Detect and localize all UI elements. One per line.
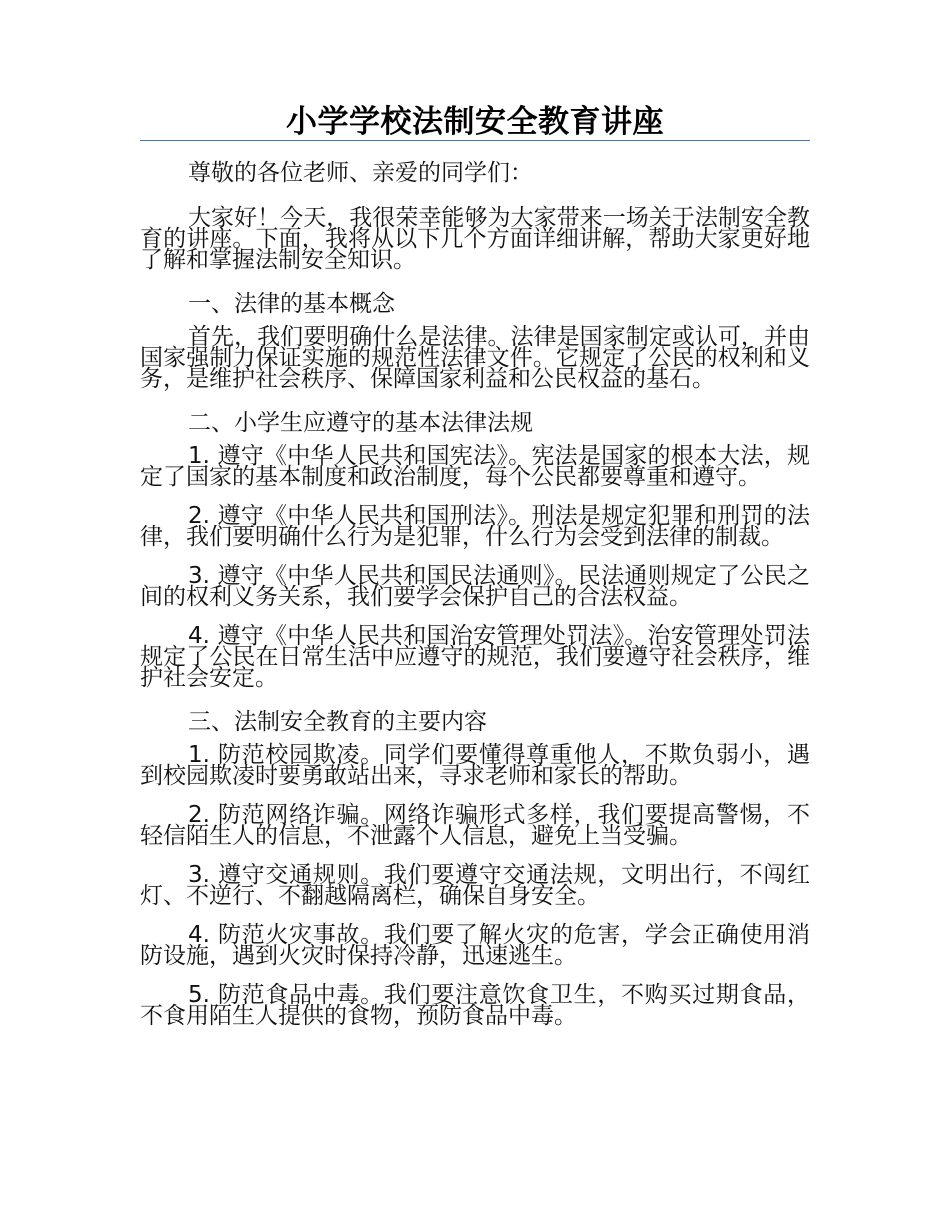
- intro-paragraph: 大家好！今天，我很荣幸能够为大家带来一场关于法制安全教育的讲座。下面，我将从以下几个方面详细讲解，帮助大家更好地了解和掌握法制安全知识。: [140, 205, 810, 273]
- section-heading-2: 二、小学生应遵守的基本法律法规: [188, 410, 533, 436]
- salutation: 尊敬的各位老师、亲爱的同学们：: [188, 160, 533, 186]
- section3-item: 5. 防范食品中毒。我们要注意饮食卫生，不购买过期食品，不食用陌生人提供的食物，预防食品中毒。: [140, 982, 810, 1029]
- document-body: [140, 156, 810, 1027]
- section3-item: 1. 防范校园欺凌。同学们要懂得尊重他人，不欺负弱小，遇到校园欺凌时要勇敢站出来，寻求老师和家长的帮助。: [140, 742, 810, 789]
- section-heading-1: 一、法律的基本概念: [188, 291, 395, 317]
- section3-item: 2. 防范网络诈骗。网络诈骗形式多样，我们要提高警惕，不轻信陌生人的信息，不泄露个人信息，避免上当受骗。: [140, 802, 810, 849]
- section1-paragraph: 首先，我们要明确什么是法律。法律是国家制定或认可，并由国家强制力保证实施的规范性法律文件。它规定了公民的权利和义务，是维护社会秩序、保障国家利益和公民权益的基石。: [140, 324, 810, 392]
- title-block: [140, 100, 810, 141]
- section2-item: 3. 遵守《中华人民共和国民法通则》。民法通则规定了公民之间的权利义务关系，我们要学会保护自己的合法权益。: [140, 563, 810, 610]
- section-heading-3: 三、法制安全教育的主要内容: [188, 709, 487, 735]
- section3-item: 3. 遵守交通规则。我们要遵守交通法规，文明出行，不闯红灯、不逆行、不翻越隔离栏，确保自身安全。: [140, 862, 810, 909]
- document-title: 小学学校法制安全教育讲座: [286, 104, 664, 140]
- section2-item: 4. 遵守《中华人民共和国治安管理处罚法》。治安管理处罚法规定了公民在日常生活中应遵守的规范，我们要遵守社会秩序，维护社会安定。: [140, 623, 810, 691]
- section3-item: 4. 防范火灾事故。我们要了解火灾的危害，学会正确使用消防设施，遇到火灾时保持冷静，迅速逃生。: [140, 922, 810, 969]
- section2-item: 2. 遵守《中华人民共和国刑法》。刑法是规定犯罪和刑罚的法律，我们要明确什么行为是犯罪，什么行为会受到法律的制裁。: [140, 503, 810, 550]
- section2-item: 1. 遵守《中华人民共和国宪法》。宪法是国家的根本大法，规定了国家的基本制度和政治制度，每个公民都要尊重和遵守。: [140, 443, 810, 490]
